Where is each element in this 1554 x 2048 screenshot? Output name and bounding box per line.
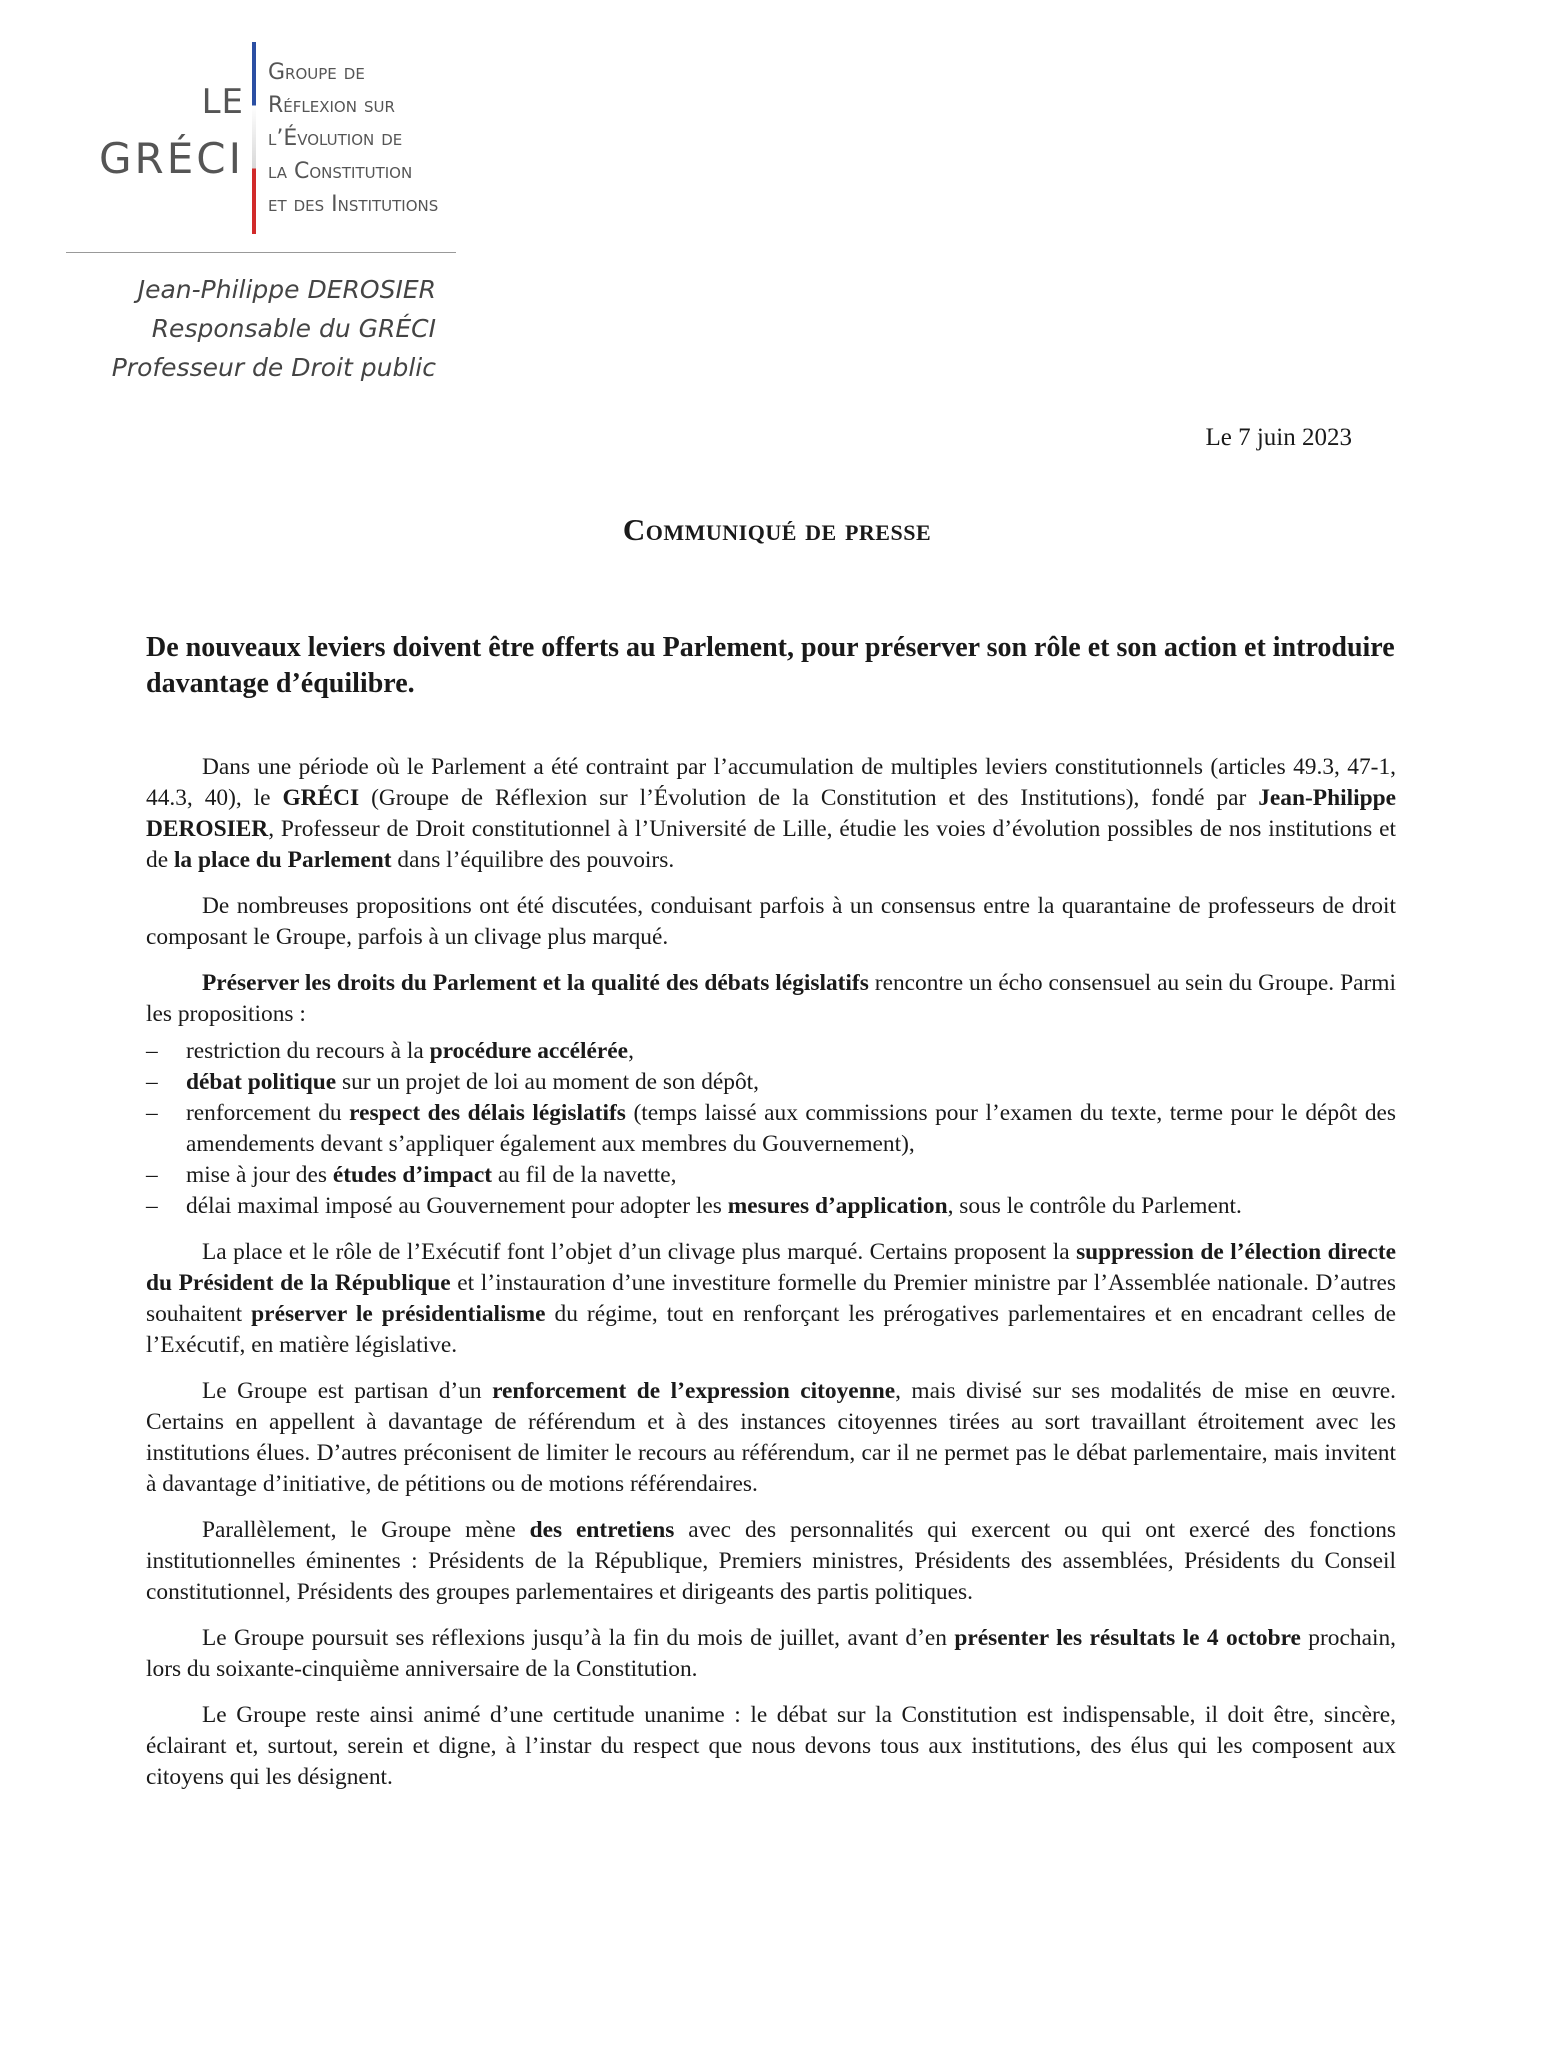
logo-line: Groupe de (268, 60, 365, 85)
paragraph: Le Groupe reste ainsi animé d’une certitude unanime : le débat sur la Constitution est indispensable, il doit être, sincère, éclairant et, surtout, serein et digne, à l’instar du respect que nous devons tous aux institutions, des élus qui les composent aux citoyens qui les désignent. (146, 1702, 1396, 1790)
logo-words (268, 56, 438, 221)
logo-greci: GRÉCI (99, 134, 244, 183)
paragraph: Parallèlement, le Groupe mène des entretiens avec des personnalités qui exercent ou qui ont exercé des fonctions institutionnelles éminentes : Présidents de la République, Premiers ministres, Présidents des assemblées, Présidents du Conseil constitutionnel, Présidents des groupes parlementaires et dirigeants des partis politiques. (146, 1517, 1396, 1605)
paragraph: Dans une période où le Parlement a été contraint par l’accumulation de multiples leviers constitutionnels (articles 49.3, 47-1, 44.3, 40), le GRÉCI (Groupe de Réflexion sur l’Évolution de la Constitution et des Institutions), fondé par Jean-Philippe DEROSIER, Professeur de Droit constitutionnel à l’Université de Lille, étudie les voies d’évolution possibles de nos institutions et de la place du Parlement dans l’équilibre des pouvoirs. (146, 754, 1396, 873)
logo-line: et des Institutions (268, 192, 439, 217)
paragraph: Le Groupe est partisan d’un renforcement de l’expression citoyenne, mais divisé sur ses modalités de mise en œuvre. Certains en appellent à davantage de référendum et à des instances citoyennes tirées au sort travaillant étroitement avec les institutions élues. D’autres préconisent de limiter le recours au référendum, car il ne permet pas le débat parlementaire, mais invitent à davantage d’initiative, de pétitions ou de motions référendaires. (146, 1378, 1396, 1497)
logo-tricolor-bar (252, 42, 256, 234)
paragraph: La place et le rôle de l’Exécutif font l’objet d’un clivage plus marqué. Certains proposent la suppression de l’élection directe du Président de la République et l’instauration d’une investiture formelle du Premier ministre par l’Assemblée nationale. D’autres souhaitent préserver le présidentialisme du régime, tout en renforçant les prérogatives parlementaires et en encadrant celles de l’Exécutif, en matière législative. (146, 1239, 1396, 1358)
list-item: – délai maximal imposé au Gouvernement pour adopter les mesures d’application, sous le contrôle du Parlement. (146, 1193, 1242, 1219)
logo-le: LE (201, 82, 244, 122)
logo-line: la Constitution (268, 159, 413, 184)
paragraph: De nombreuses propositions ont été discutées, conduisant parfois à un consensus entre la quarantaine de professeurs de droit composant le Groupe, parfois à un clivage plus marqué. (146, 893, 1396, 950)
list-item: – renforcement du respect des délais législatifs (temps laissé aux commissions pour l’examen du texte, terme pour le dépôt des amendements devant s’appliquer également aux membres du Gouvernement), (146, 1100, 1396, 1157)
document-title: Communiqué de presse (622, 512, 932, 547)
signature-block (112, 270, 436, 387)
paragraph: Le Groupe poursuit ses réflexions jusqu’à la fin du mois de juillet, avant d’en présenter les résultats le 4 octobre prochain, lors du soixante-cinquième anniversaire de la Constitution. (146, 1625, 1396, 1682)
proposals-list (146, 1036, 1396, 1222)
signature-title: Professeur de Droit public (111, 353, 436, 382)
header-divider (66, 252, 456, 253)
signature-name: Jean-Philippe DEROSIER (137, 275, 436, 304)
document-body (146, 752, 1396, 1808)
document-date: Le 7 juin 2023 (1205, 424, 1352, 451)
list-item: – restriction du recours à la procédure accélérée, (146, 1038, 634, 1064)
signature-role: Responsable du GRÉCI (151, 314, 436, 343)
headline: De nouveaux leviers doivent être offerts au Parlement, pour préserver son rôle et son action et introduire davantage d’équilibre. (146, 632, 1395, 699)
logo-line: l’Évolution de (268, 126, 403, 151)
logo-line: Réflexion sur (268, 93, 395, 118)
greci-logo (72, 38, 472, 238)
list-item: – débat politique sur un projet de loi au moment de son dépôt, (146, 1069, 760, 1095)
paragraph: Préserver les droits du Parlement et la qualité des débats législatifs rencontre un écho consensuel au sein du Groupe. Parmi les propositions : (146, 970, 1396, 1027)
list-item: – mise à jour des études d’impact au fil de la navette, (146, 1162, 677, 1188)
